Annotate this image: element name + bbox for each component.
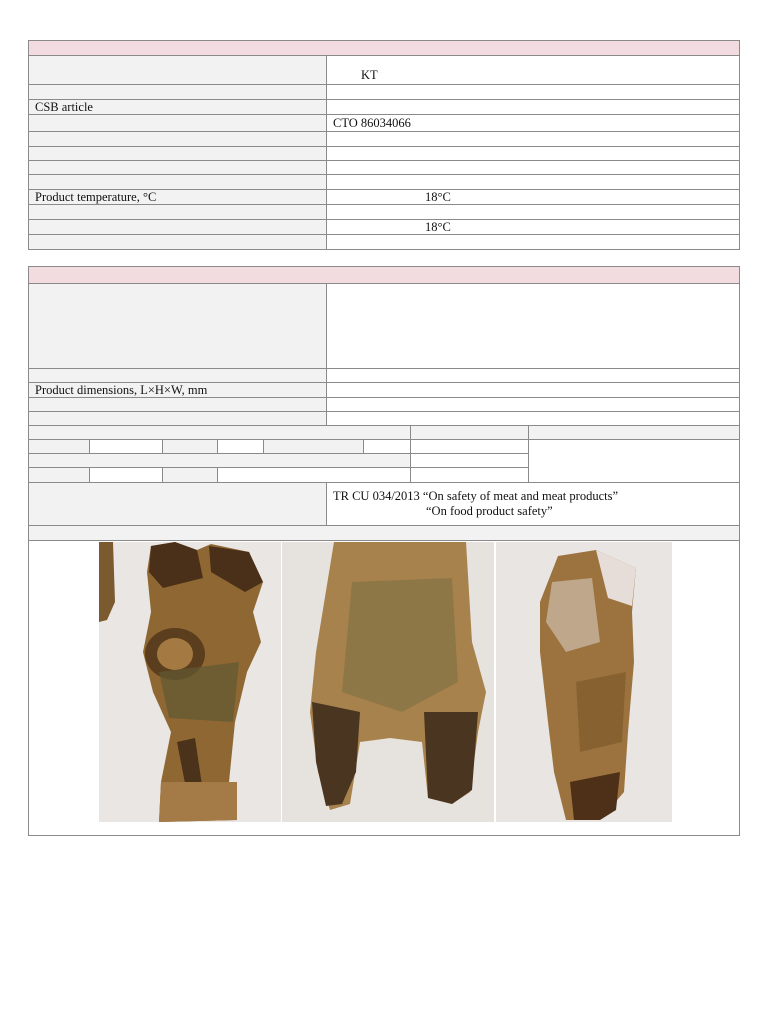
- regulation-line-2: “On food product safety”: [426, 504, 553, 518]
- table-row: [29, 100, 739, 115]
- kt-value: KT: [361, 67, 378, 82]
- product-photos: [29, 541, 739, 835]
- table-row: [29, 132, 739, 147]
- product-photo-1: [99, 542, 281, 822]
- regulation-line-1: TR CU 034/2013 “On safety of meat and meat products”: [333, 489, 618, 503]
- product-info-table: [28, 40, 740, 250]
- cto-value: CTO 86034066: [333, 115, 411, 130]
- product-photo-3: [496, 542, 672, 822]
- table-row: [29, 383, 739, 398]
- table-row: [29, 369, 739, 383]
- dimensions-label: Product dimensions, L×H×W, mm: [29, 383, 327, 397]
- temperature-value: 18°C: [425, 219, 451, 234]
- regulation-row: [29, 483, 739, 526]
- label-cell: [29, 56, 327, 84]
- table-row: [29, 526, 739, 541]
- table-header-bar: [29, 41, 739, 56]
- table-row: [29, 284, 739, 369]
- csb-article-label: CSB article: [29, 100, 327, 114]
- temperature-value: 18°C: [425, 189, 451, 204]
- table-row: [29, 220, 739, 235]
- table-row: [29, 161, 739, 175]
- table-row: [29, 56, 739, 85]
- table-row: [29, 205, 739, 220]
- table-row: [29, 147, 739, 161]
- table-row: [29, 398, 739, 412]
- details-grid: [29, 426, 739, 483]
- temperature-label: Product temperature, °C: [29, 190, 327, 204]
- product-photo-2: [282, 542, 494, 822]
- table-row: [29, 115, 739, 132]
- value-cell: [327, 56, 739, 84]
- table-row: [29, 235, 739, 249]
- table-row: [29, 190, 739, 205]
- table-row: [29, 412, 739, 426]
- product-description-table: [28, 266, 740, 836]
- table-row: [29, 85, 739, 100]
- table-row: [29, 175, 739, 190]
- table-header-bar: [29, 267, 739, 284]
